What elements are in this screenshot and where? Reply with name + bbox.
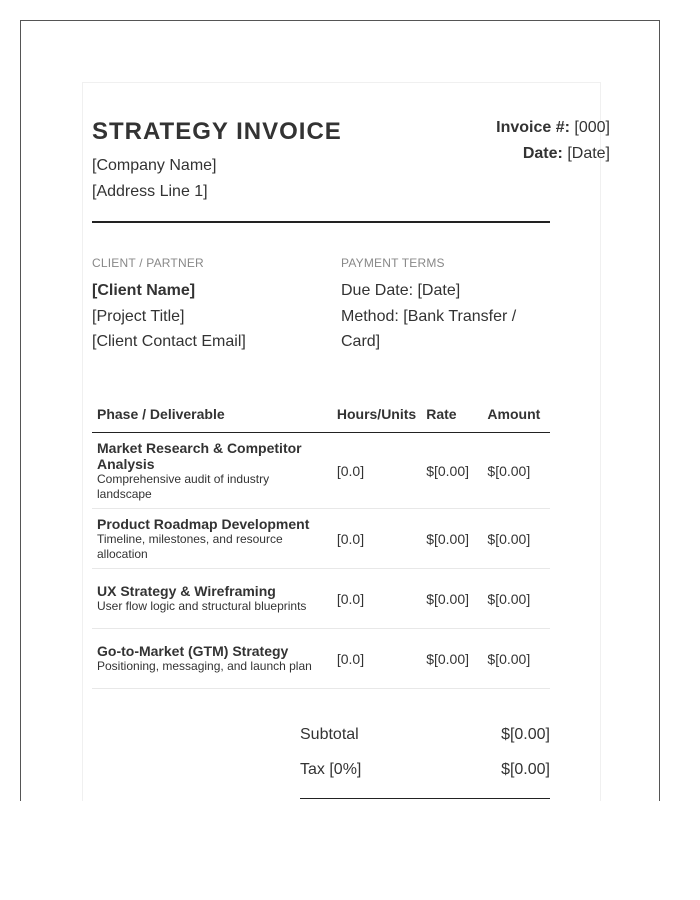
deliverable-desc: User flow logic and structural blueprints bbox=[97, 599, 307, 613]
payment-block bbox=[341, 278, 516, 355]
hours-cell: [0.0] bbox=[332, 509, 421, 569]
deliverable-cell bbox=[92, 509, 332, 569]
rate-cell: $[0.00] bbox=[421, 629, 482, 689]
col-phase: Phase / Deliverable bbox=[92, 395, 332, 433]
deliverable-cell bbox=[92, 629, 332, 689]
header-divider bbox=[92, 221, 550, 223]
payment-method-cont: Card] bbox=[341, 333, 381, 350]
col-hours: Hours/Units bbox=[332, 395, 421, 433]
deliverable-cell bbox=[92, 433, 332, 509]
subtotal-value: $[0.00] bbox=[501, 726, 550, 743]
company-info bbox=[92, 153, 217, 205]
deliverable-desc: Comprehensive audit of industry landscape bbox=[97, 471, 270, 501]
hours-cell: [0.0] bbox=[332, 629, 421, 689]
invoice-number-value: [000] bbox=[574, 119, 610, 136]
deliverable-title: Product Roadmap Development bbox=[97, 515, 310, 532]
deliverable-desc: Positioning, messaging, and launch plan bbox=[97, 659, 312, 673]
client-email: [Client Contact Email] bbox=[92, 333, 246, 350]
due-date: Due Date: [Date] bbox=[341, 282, 461, 299]
amount-cell: $[0.00] bbox=[482, 629, 550, 689]
company-address: [Address Line 1] bbox=[92, 183, 208, 200]
amount-cell: $[0.00] bbox=[482, 509, 550, 569]
table-row bbox=[92, 629, 550, 689]
invoice-date-label: Date: bbox=[522, 145, 563, 162]
client-block bbox=[92, 278, 246, 355]
line-items-table bbox=[92, 395, 550, 689]
deliverable-cell bbox=[92, 569, 332, 629]
payment-section-label: PAYMENT TERMS bbox=[341, 256, 445, 270]
project-title: [Project Title] bbox=[92, 307, 185, 325]
rate-cell: $[0.00] bbox=[421, 509, 482, 569]
invoice-date bbox=[496, 141, 610, 167]
client-section-label: CLIENT / PARTNER bbox=[92, 256, 204, 270]
invoice-number-label: Invoice #: bbox=[496, 119, 570, 136]
amount-cell: $[0.00] bbox=[482, 433, 550, 509]
deliverable-title: Market Research & Competitor Analysis bbox=[97, 439, 302, 472]
deliverable-title: UX Strategy & Wireframing bbox=[97, 583, 276, 599]
company-name: [Company Name] bbox=[92, 157, 217, 174]
invoice-number bbox=[496, 115, 610, 141]
col-rate: Rate bbox=[421, 395, 482, 433]
deliverable-title: Go-to-Market (GTM) Strategy bbox=[97, 643, 289, 659]
rate-cell: $[0.00] bbox=[421, 433, 482, 509]
hours-cell: [0.0] bbox=[332, 569, 421, 629]
totals-divider bbox=[300, 798, 550, 799]
col-amount: Amount bbox=[482, 395, 550, 433]
invoice-date-value: [Date] bbox=[567, 145, 610, 162]
rate-cell: $[0.00] bbox=[421, 569, 482, 629]
deliverable-desc: Timeline, milestones, and resource allocation bbox=[97, 531, 283, 561]
table-row bbox=[92, 569, 550, 629]
tax-value: $[0.00] bbox=[501, 761, 550, 778]
invoice-title: STRATEGY INVOICE bbox=[92, 118, 342, 145]
amount-cell: $[0.00] bbox=[482, 569, 550, 629]
subtotal-label: Subtotal bbox=[300, 726, 359, 743]
table-header-row bbox=[92, 395, 550, 433]
table-row bbox=[92, 433, 550, 509]
payment-method: Method: [Bank Transfer / bbox=[341, 307, 517, 325]
table-row bbox=[92, 509, 550, 569]
invoice-meta bbox=[496, 115, 610, 167]
hours-cell: [0.0] bbox=[332, 433, 421, 509]
client-name: [Client Name] bbox=[92, 282, 196, 299]
tax-label: Tax [0%] bbox=[300, 761, 362, 778]
